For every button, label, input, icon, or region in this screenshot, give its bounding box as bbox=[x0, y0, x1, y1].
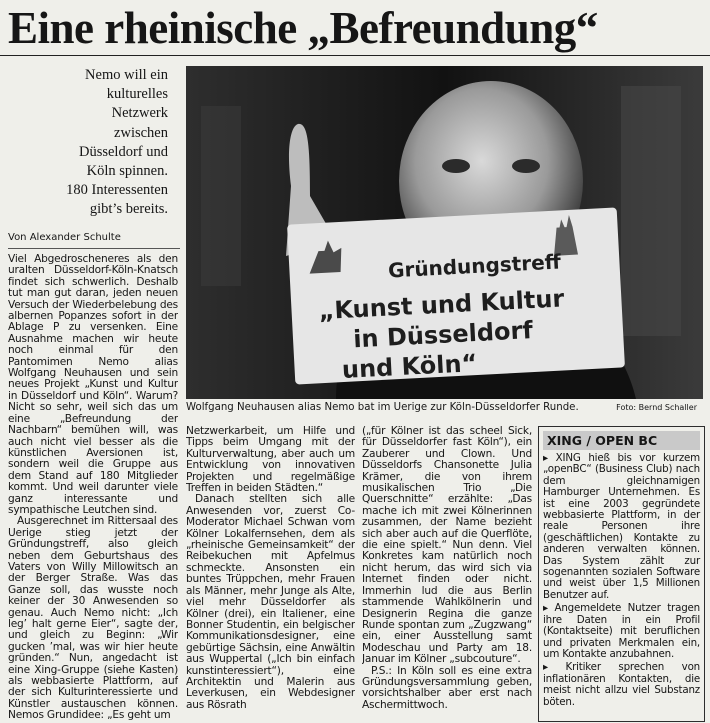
teaser-line: Netzwerk bbox=[111, 105, 168, 122]
paragraph: Danach stellten sich alle Anwesenden vor, zuerst Co-Moderator Michael Schwan vom Kölner Lokalfernsehen, dem als „rheinische Gemeinsamkeit“ der Reibekuchen mit Apfelmus schmeckte. Ansonsten ein buntes Trüppchen, mehr Frauen als Männer, mehr Junge als Alte, viel mehr Düsseldorfer als Kölner (drei), ein Italiener, eine Bonner Studentin, ein belgischer Kommunikationsdesigner, eine gebürtige Sächsin, eine Anwältin aus Wuppertal („Ich bin einfach kunstinteressiert“), eine Architektin und Malerin aus Leverkusen, ein Webdesigner aus Rösrath bbox=[186, 493, 355, 711]
paragraph: P.S.: In Köln soll es eine extra Gründungsversammlung geben, vorsichtshalber aber erst nach Aschermittwoch. bbox=[362, 664, 532, 711]
caption-text: Wolfgang Neuhausen alias Nemo bat im Uerige zur Köln-Düsseldorfer Runde. bbox=[186, 402, 579, 413]
headline: Eine rheinische „Befreundung“ bbox=[8, 3, 598, 53]
teaser-line: Köln spinnen. bbox=[86, 163, 168, 180]
paragraph: Viel Abgedroscheneres als den uralten Düsseldorf-Köln-Knatsch findet sich schwerlich. Deshalb tut man gut daran, jeden neuen Versuch der Wiederbelebung des albernen Popanzes sofort in der Ablage P zu versenken. Eine Ausnahme machen wir heute noch einmal für den Pantomimen Nemo alias Wolfgang Neuhausen und sein neues Projekt „Kunst und Kultur in Düsseldorf und Köln“. Warum? Nicht so sehr, weil sich das um eine „Befreundung der Nachbarn“ bemühen will, was auch nicht viel besser als die künstlichen Aversionen ist, sondern weil die Gruppe aus dem Stand auf 180 Mitglieder kommt. Und weil darunter viele ganz interessante und sympathische Leutchen sind. bbox=[8, 254, 178, 516]
photo bbox=[186, 66, 703, 399]
teaser bbox=[10, 66, 168, 220]
article-column-2 bbox=[186, 426, 355, 720]
byline: Von Alexander Schulte bbox=[8, 232, 180, 249]
teaser-line: Düsseldorf und bbox=[78, 143, 168, 160]
paragraph: („für Kölner ist das scheel Sick, für Düsseldorfer fast Köln“), ein Zauberer und Clown. Und Düsseldorfs Chansonette Julia Krämer, die von ihrem musikalischen Trio „Die Querschnitte“ erzählte: „Das mache ich mit zwei Kölnerinnen zusammen, der Name bezieht sich aber auch auf die Querflöte, die eine spielt.“ Nun denn. Viel Konkretes kam natürlich noch nicht herum, das wird sich via Internet finden oder nicht. Immerhin lud die aus Berlin stammende Wahlkölnerin und Designerin Regina die ganze Runde spontan zum „Zugzwang“ ein, einer Ausstellung samt Modeschau und Party am 18. Januar im Kölner „subcouture“. bbox=[362, 426, 532, 666]
photo-credit: Foto: Bernd Schaller bbox=[616, 403, 697, 412]
teaser-line: 180 Interessenten bbox=[66, 182, 168, 199]
headline-rule bbox=[0, 55, 710, 56]
article-column-3 bbox=[362, 426, 532, 720]
info-box-list bbox=[539, 453, 704, 708]
info-box-item: ▸ Angemeldete Nutzer tragen ihre Daten in ein Profil (Kontaktseite) mit beruflichen und privaten Merkmalen ein, um Kontakte anzubahnen. bbox=[543, 603, 700, 660]
info-box-item: ▸ Kritiker sprechen von inflationären Kontakten, die meist nicht allzu viel Substanz böten. bbox=[543, 662, 700, 708]
sign-line2: „Kunst und Kultur bbox=[317, 284, 565, 326]
teaser-line: kulturelles bbox=[106, 86, 168, 103]
info-box-item: ▸ XING hieß bis vor kurzem „openBC“ (Business Club) nach dem gleichnamigen Hamburger Unternehmen. Es ist eine 2003 gegründete webbasierte Plattform, in der reale Personen ihre (geschäftlichen) Kontakte zu anderen verwalten können. Das System zählt zur sogenannten sozialen Software und weist über 1,5 Millionen Benutzer auf. bbox=[543, 453, 700, 601]
paragraph: Ausgerechnet im Rittersaal des Uerige stieg jetzt der Gründungstreff, also gleich neben dem Geburtshaus des Vaters von Willy Millowitsch an der Berger Straße. Was das Ganze soll, das wusste noch keiner der 30 Anwesenden so genau. Auch Nemo nicht: „Ich leg’ halt gerne Eier“, sagte der, und gleich zu Beginn: „Wir gucken ’mal, was wir hier heute gründen.“ Nun, angedacht ist eine Xing-Gruppe (siehe Kasten) als webbasierte Plattform, auf der sich Kulturinteressierte und Künstler austauschen können. Nemos Grundidee: „Es geht um bbox=[8, 515, 178, 720]
teaser-line: Nemo will ein bbox=[85, 67, 168, 83]
sign-line3: in Düsseldorf bbox=[352, 316, 534, 354]
teaser-line: zwischen bbox=[114, 124, 168, 141]
info-box-title: XING / OPEN BC bbox=[543, 431, 700, 450]
info-box bbox=[538, 426, 705, 722]
paragraph: Netzwerkarbeit, um Hilfe und Tipps beim Umgang mit der Kulturverwaltung, aber auch um Entwicklung von innovativen Projekten und regelmäßige Treffen in beiden Städten.“ bbox=[186, 426, 355, 495]
photo-caption bbox=[186, 402, 703, 416]
sign-line4: und Köln“ bbox=[341, 348, 479, 385]
sign-line1: Gründungstreff bbox=[387, 249, 562, 283]
photo-illustration bbox=[186, 66, 703, 399]
teaser-line: gibt’s bereits. bbox=[89, 201, 168, 218]
article-column-1 bbox=[8, 254, 178, 720]
